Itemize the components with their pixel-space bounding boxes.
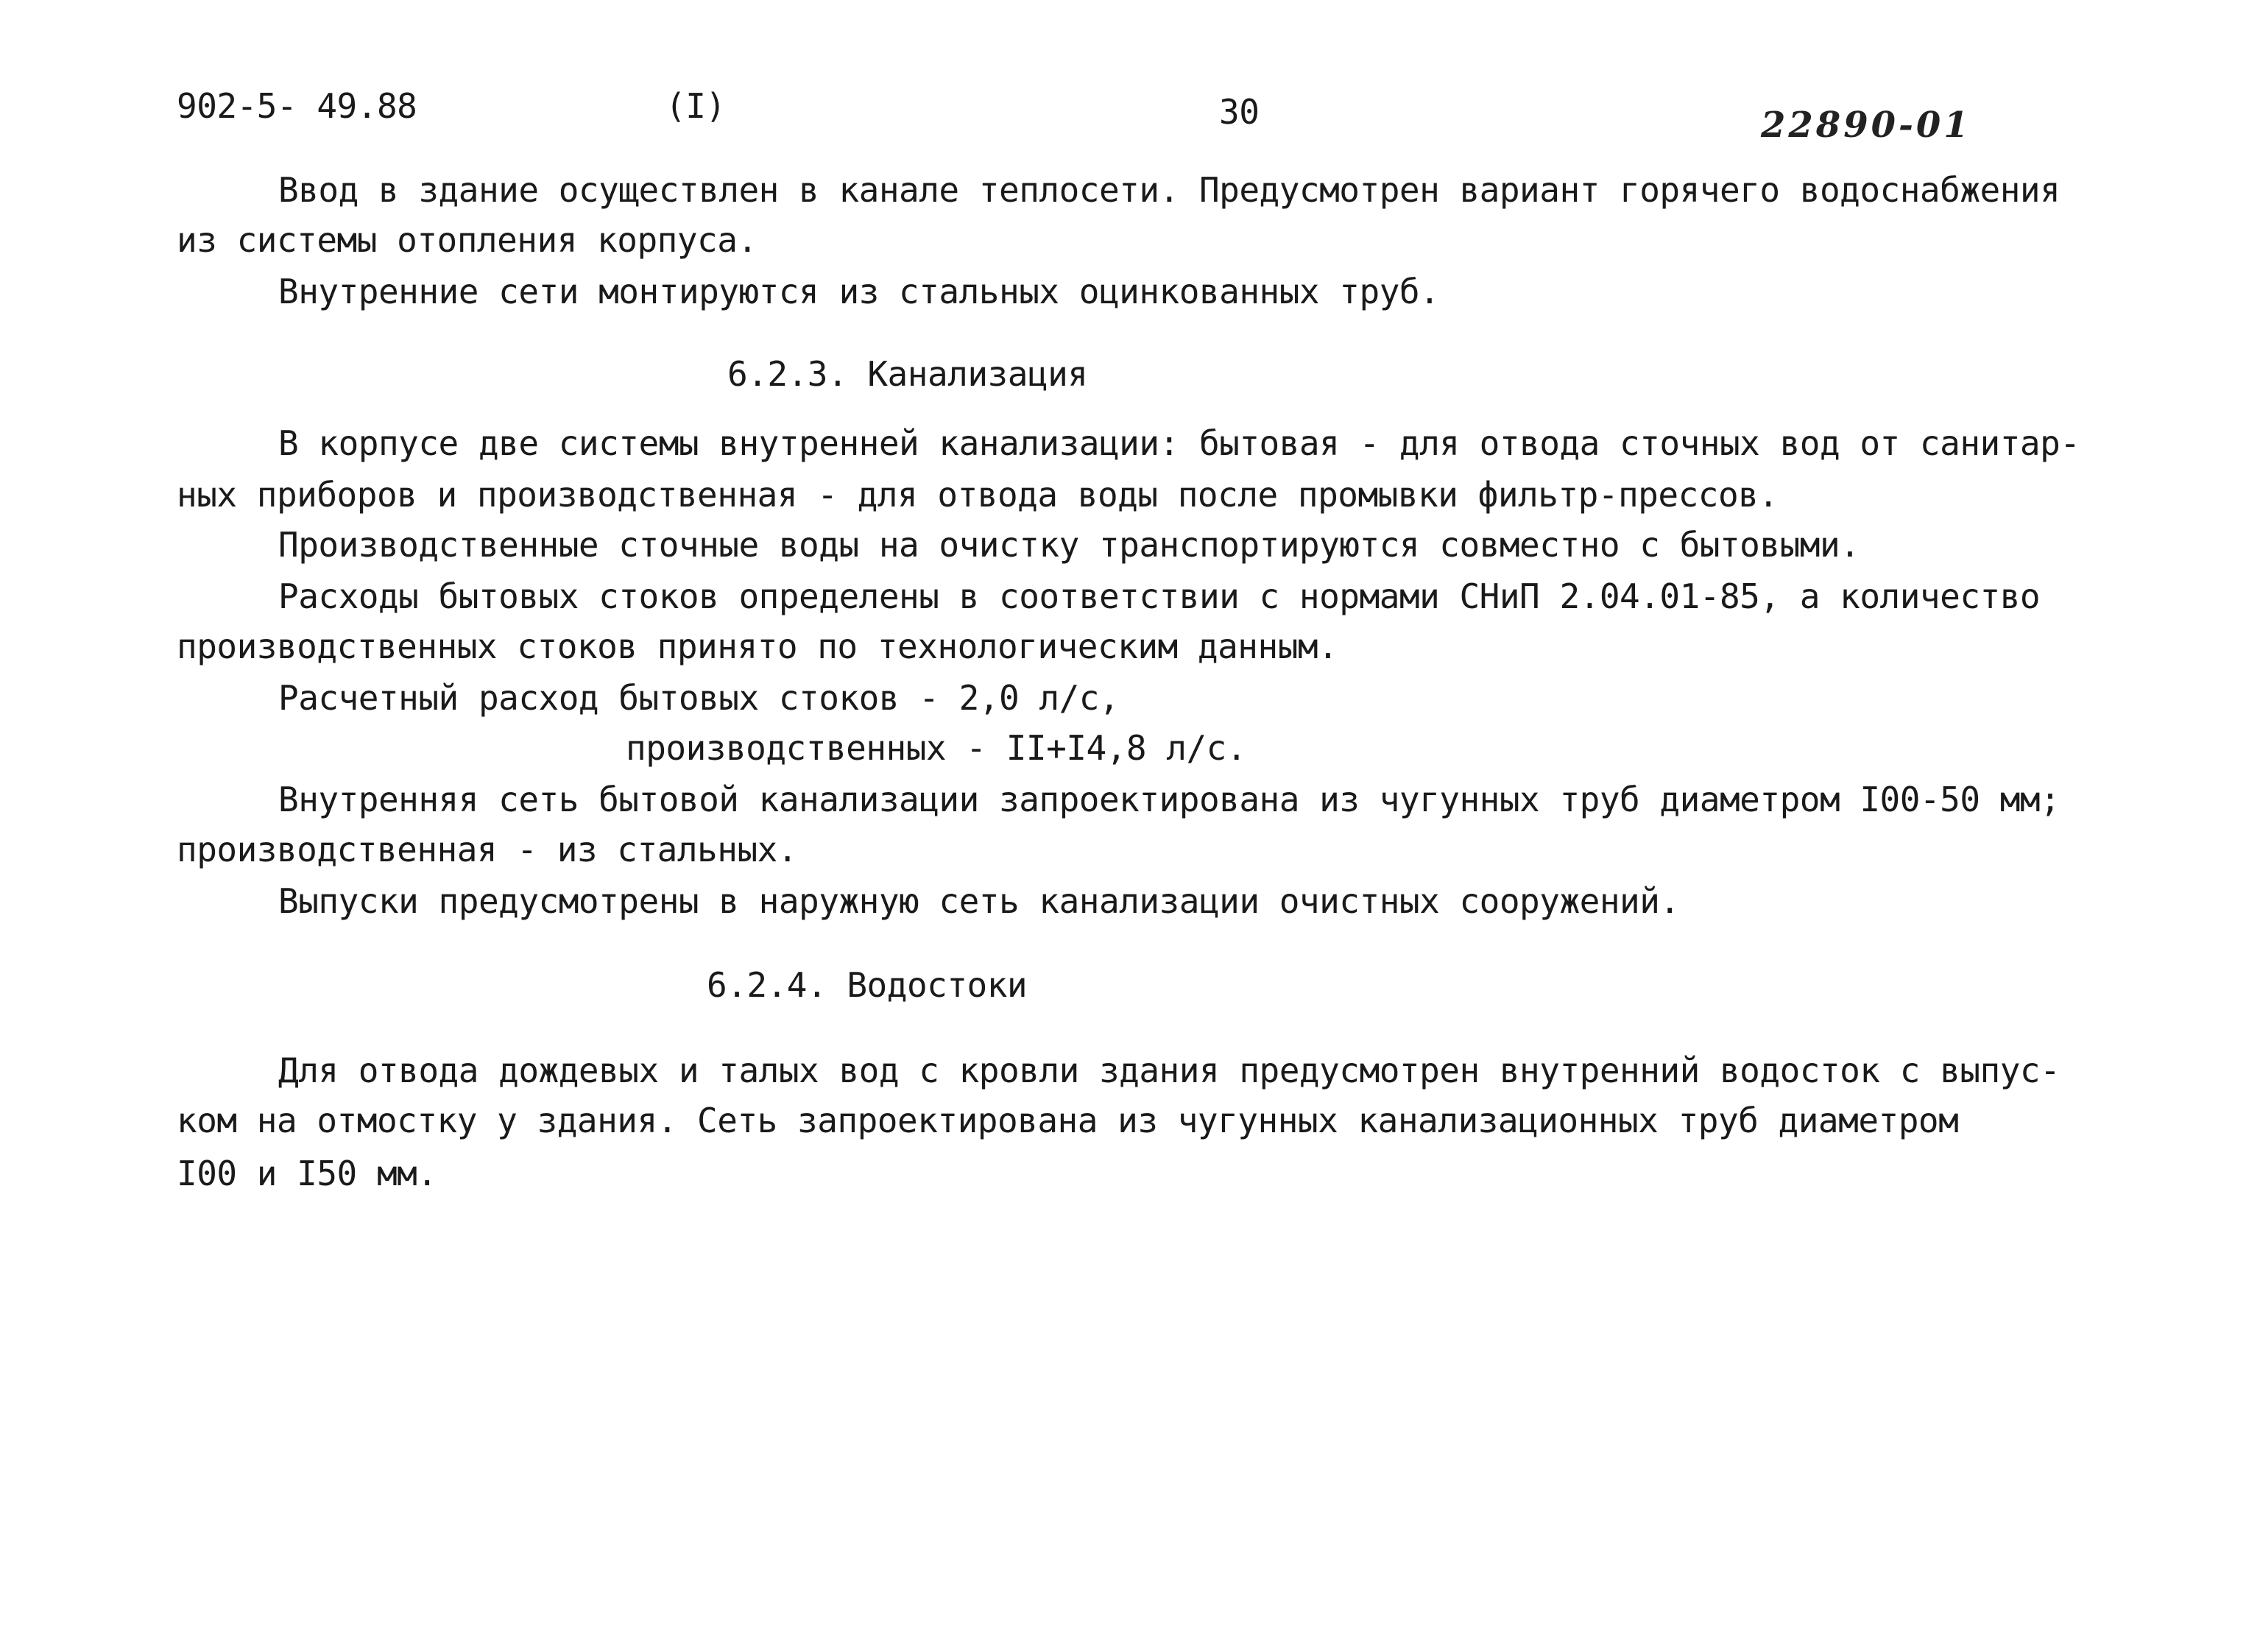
paragraph-line: производственных - II+I4,8 л/с.: [626, 728, 1247, 768]
document-code: 902-5- 49.88: [177, 86, 417, 126]
paragraph-line: Внутренние сети монтируются из стальных оцинкованных труб.: [278, 272, 1440, 311]
paragraph-line: ных приборов и производственная - для отвода воды после промывки фильтр-прессов.: [177, 475, 1779, 515]
inventory-number-stamp: 22890-01: [1761, 105, 1971, 146]
paragraph-line: Внутренняя сеть бытовой канализации запроектирована из чугунных труб диаметром I00-50 мм;: [278, 780, 2061, 819]
paragraph-line: из системы отопления корпуса.: [177, 220, 758, 260]
section-heading-drainage: 6.2.4. Водостоки: [707, 965, 1028, 1005]
paragraph-line: Для отвода дождевых и талых вод с кровли здания предусмотрен внутренний водосток с выпус-: [278, 1051, 2061, 1090]
document-part: (I): [665, 86, 726, 126]
paragraph-line: I00 и I50 мм.: [177, 1154, 437, 1193]
paragraph-line: В корпусе две системы внутренней канализации: бытовая - для отвода сточных вод от санитар-: [278, 423, 2080, 463]
paragraph-line: производственная - из стальных.: [177, 830, 798, 869]
paragraph-line: Расходы бытовых стоков определены в соответствии с нормами СНиП 2.04.01-85, а количество: [278, 576, 2041, 616]
paragraph-line: ком на отмостку у здания. Сеть запроектирована из чугунных канализационных труб диаметром: [177, 1101, 1959, 1140]
paragraph-line: Производственные сточные воды на очистку транспортируются совместно с бытовыми.: [278, 525, 1860, 565]
paragraph-line: Расчетный расход бытовых стоков - 2,0 л/с,: [278, 678, 1120, 718]
paragraph-line: Ввод в здание осуществлен в канале теплосети. Предусмотрен вариант горячего водоснабжения: [278, 170, 2061, 210]
section-heading-sewerage: 6.2.3. Канализация: [727, 354, 1088, 394]
page-number: 30: [1219, 92, 1260, 132]
paragraph-line: Выпуски предусмотрены в наружную сеть канализации очистных сооружений.: [278, 881, 1680, 921]
paragraph-line: производственных стоков принято по технологическим данным.: [177, 626, 1338, 666]
